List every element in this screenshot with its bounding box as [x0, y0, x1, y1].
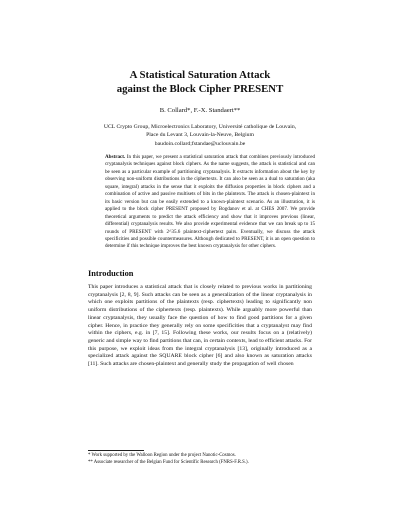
abstract [105, 154, 315, 251]
abstract-text: In this paper, we present a statistical saturation attack that combines previously introduced cryptanalysis techniques against block ciphers. As the name suggests, the attack is statistical and can be seen as a particular example of partitioning cryptanalysis. It extracts information about the key by observing non-uniform distributions in the ciphertexts. It can also be seen as a dual to saturation (aka square, integral) attacks in the sense that it exploits the diffusion properties in block ciphers and a combination of active and passive multisets of bits in the plaintexts. The attack is chosen-plaintext in its basic version but can be easily extended to a known-plaintext scenario. As an illustration, it is applied to the block cipher PRESENT proposed by Bogdanov et al. at CHES 2007. We provide theoretical arguments to predict the attack efficiency and show that it improves previous (linear, differential) cryptanalysis results. We also provide experimental evidence that we can break up to 15 rounds of PRESENT with 2^35.6 plaintext-ciphertext pairs. Eventually, we discuss the attack specificities and possible countermeasures. Although dedicated to PRESENT, it is an open question to determine if this technique improves the best known cryptanalysis for other ciphers. [105, 154, 316, 250]
abstract-label: Abstract. [105, 154, 126, 160]
author-email: baudoin.collard;fstandae@uclouvain.be [154, 141, 246, 147]
paper-title-line-1: A Statistical Saturation Attack [129, 69, 271, 81]
paper-title-line-2: against the Block Cipher PRESENT [116, 83, 284, 95]
authors: B. Collard*, F.-X. Standaert** [159, 107, 241, 114]
section-heading-introduction: Introduction [88, 269, 134, 278]
footnote-rule [88, 450, 144, 451]
affiliation-line-2: Place du Levant 3, Louvain-la-Neuve, Belgium [146, 132, 254, 138]
footnote-1: * Work supported by the Walloon Region under the project Nanotic-Cosmos. [88, 453, 236, 458]
footnote-2: ** Associate researcher of the Belgian Fund for Scientific Research (FNRS-F.R.S.). [88, 460, 249, 465]
introduction-text: This paper introduces a statistical attack that is closely related to previous works in partitioning cryptanalysis [2, 8, 9]. Such attacks can be seen as a generalization of the linear cryptanalysis in which one exploits partitions of the plaintexts (resp. ciphertexts) leading to significantly non uniform distributions of the ciphertexts (resp. plaintexts). While arguably more powerful than linear cryptanalysis, they usually face the question of how to find good partitions for a given cipher. Hence, in practice they generally rely on some specificities that a cryptanalyst may find within the ciphers, e.g. in [7, 15]. Following these works, our results focus on a (relatively) generic and simple way to find partitions that can, in certain contexts, lead to efficient attacks. For this purpose, we exploit ideas from the integral cryptanalysis [13], originally introduced as a specialized attack against the SQUARE block cipher [6] and also known as saturation attacks [11]. Such attacks are chosen-plaintext and generally study the propagation of well chosen [88, 284, 312, 368]
affiliation-line-1: UCL Crypto Group, Microelectronics Laboratory, Université catholique de Louvain, [103, 124, 297, 130]
